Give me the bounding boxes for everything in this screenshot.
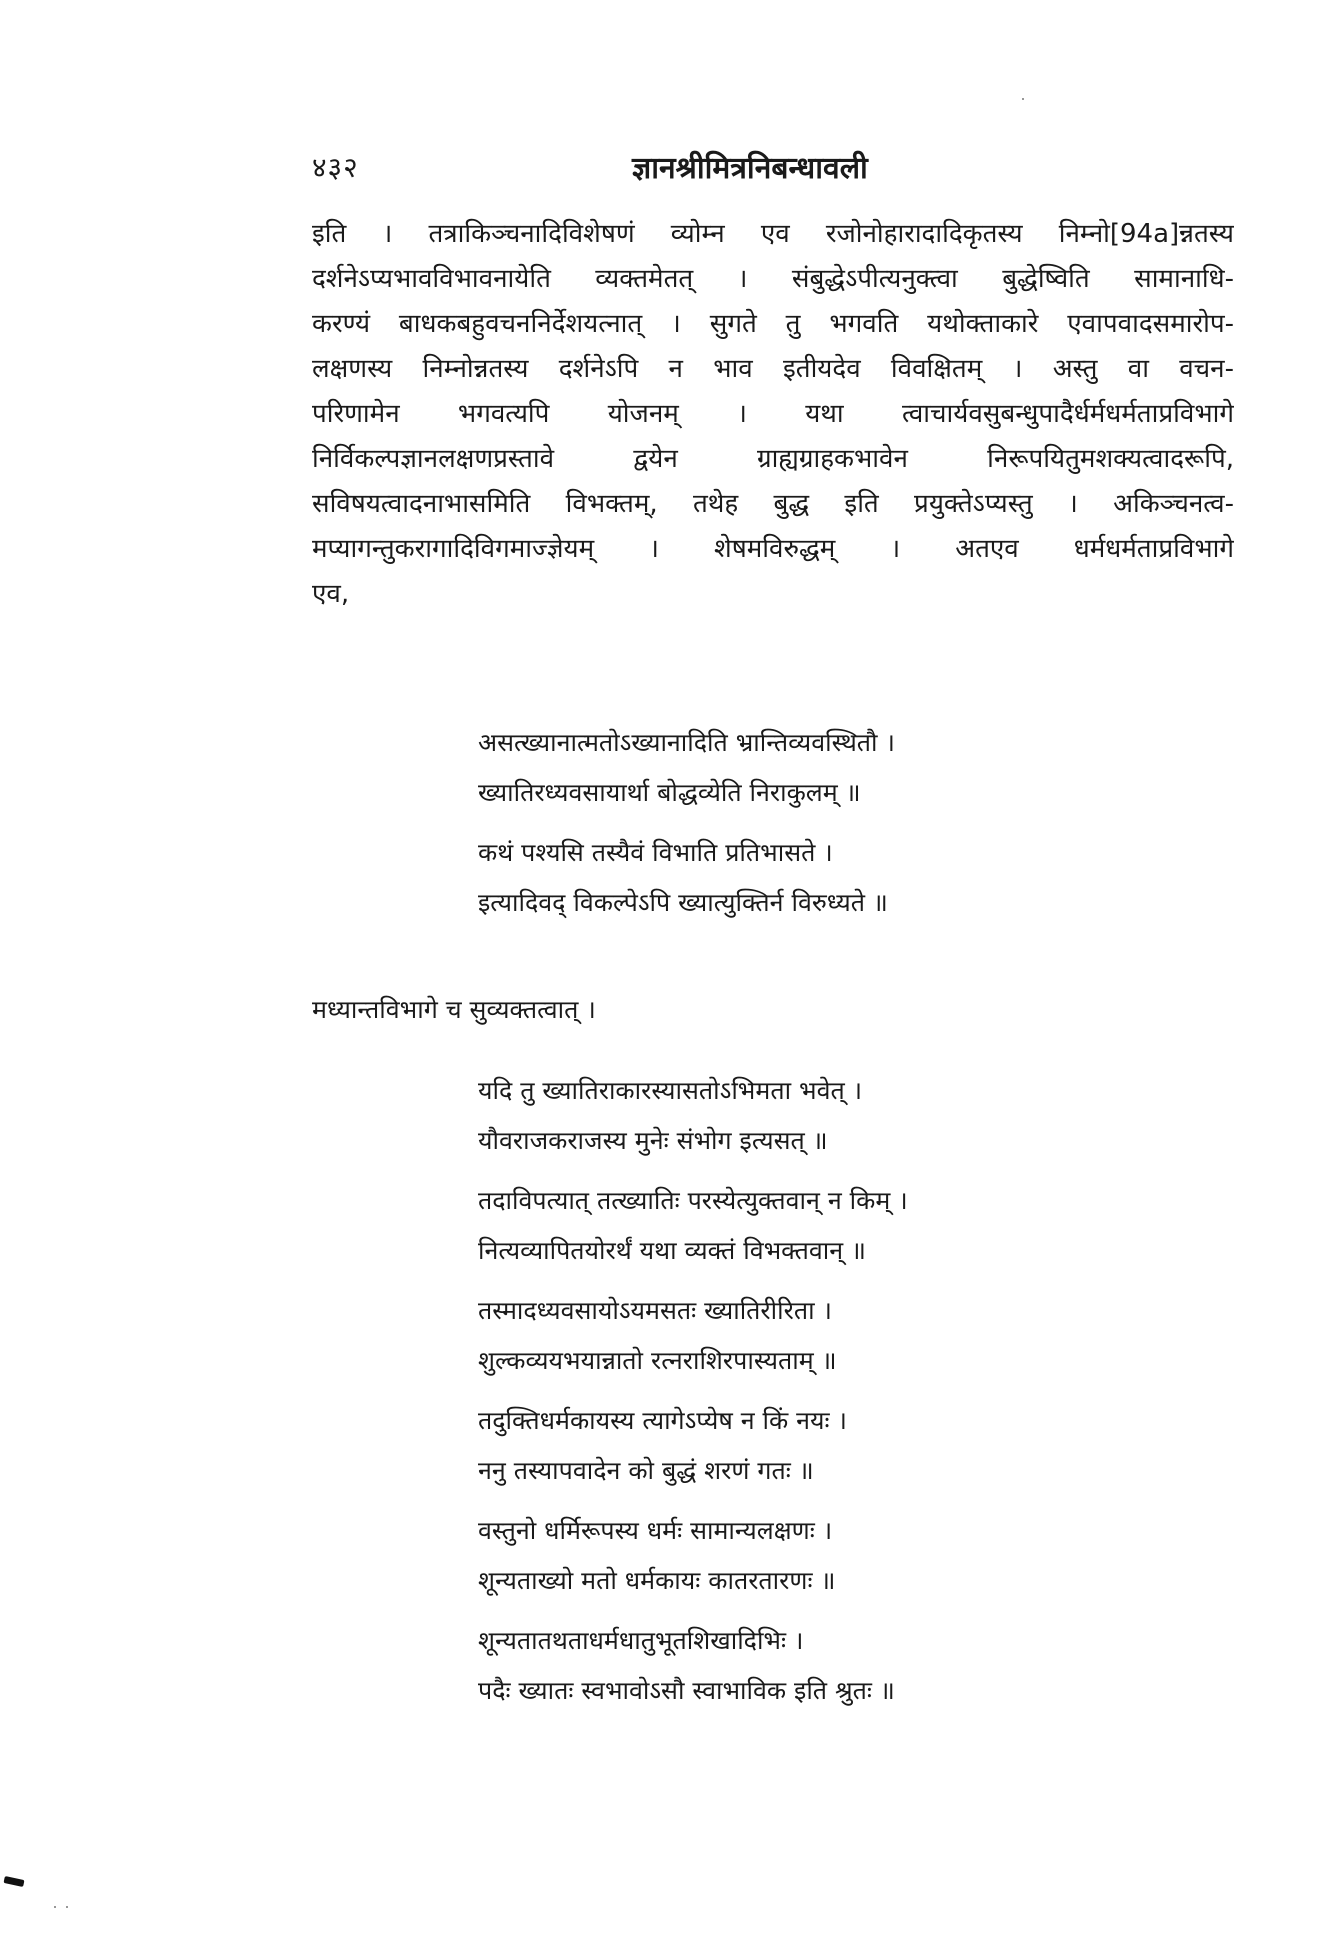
- dust-speck: [66, 1906, 68, 1908]
- prose-line: दर्शनेऽप्यभावविभावनायेति व्यक्तमेतत् । संबुद्धेऽपीत्यनुक्त्वा बुद्धेष्विति सामानाधि-: [312, 264, 1234, 294]
- prose-line: निर्विकल्पज्ञानलक्षणप्रस्तावे द्वयेन ग्राह्यग्राहकभावेन निरूपयितुमशक्यत्वादरूपि,: [312, 444, 1234, 474]
- verse: [478, 1066, 1038, 1166]
- verse-line: असत्ख्यानात्मतोऽख्यानादिति भ्रान्तिव्यवस्थितौ ।: [478, 728, 895, 757]
- verse: [478, 1506, 1038, 1606]
- dust-speck: [54, 1906, 56, 1908]
- dust-speck: [1022, 98, 1024, 100]
- verse-line: तदुक्तिधर्मकायस्य त्यागेऽप्येष न किं नयः ।: [478, 1406, 848, 1435]
- prose-line: सविषयत्वादनाभासमिति विभक्तम्, तथेह बुद्ध इति प्रयुक्तेऽप्यस्तु । अकिञ्चनत्व-: [312, 489, 1234, 519]
- running-title: ज्ञानश्रीमित्रनिबन्धावली: [632, 151, 868, 186]
- prose-line: एव,: [312, 579, 350, 609]
- verse-group-1: [478, 718, 1038, 928]
- verse-line: शुल्कव्ययभयान्नातो रत्नराशिरपास्यताम् ॥: [478, 1346, 837, 1375]
- verse-line: शून्यतातथताधर्मधातुभूतशिखादिभिः ।: [478, 1626, 804, 1655]
- verse-line: यदि तु ख्यातिराकारस्यासतोऽभिमता भवेत् ।: [478, 1076, 863, 1105]
- prose-line: परिणामेन भगवत्यपि योजनम् । यथा त्वाचार्यवसुबन्धुपादैर्धर्मधर्मताप्रविभागे: [312, 399, 1234, 429]
- verse-line: ननु तस्यापवादेन को बुद्धं शरणं गतः ॥: [478, 1456, 814, 1485]
- ink-blot: [3, 1876, 24, 1887]
- prose-line: लक्षणस्य निम्नोन्नतस्य दर्शनेऽपि न भाव इतीयदेव विवक्षितम् । अस्तु वा वचन-: [312, 354, 1234, 384]
- verse: [478, 1176, 1038, 1276]
- verse: [478, 1286, 1038, 1386]
- verse-line: ख्यातिरध्यवसायार्था बोद्धव्येति निराकुलम् ॥: [478, 778, 861, 807]
- prose-line: मप्यागन्तुकरागादिविगमाज्ज्ञेयम् । शेषमविरुद्धम् । अतएव धर्मधर्मताप्रविभागे: [312, 534, 1234, 564]
- prose-line: करण्यं बाधकबहुवचननिर्देशयत्नात् । सुगते तु भगवति यथोक्ताकारे एवापवादसमारोप-: [312, 309, 1234, 339]
- verse-group-2: [478, 1066, 1038, 1716]
- verse: [478, 828, 1038, 928]
- verse-line: यौवराजकराजस्य मुनेः संभोग इत्यसत् ॥: [478, 1126, 828, 1155]
- verse-line: कथं पश्यसि तस्यैवं विभाति प्रतिभासते ।: [478, 838, 833, 867]
- prose-line: इति । तत्राकिञ्चनादिविशेषणं व्योम्न एव रजोनोहारादादिकृतस्य निम्नो[94a]न्नतस्य: [312, 219, 1234, 249]
- prose-paragraph: [312, 212, 1234, 617]
- verse-line: पदैः ख्यातः स्वभावोऽसौ स्वाभाविक इति श्रुतः ॥: [478, 1676, 895, 1705]
- page-header: [312, 148, 1232, 188]
- verse: [478, 718, 1038, 818]
- verse-line: तस्मादध्यवसायोऽयमसतः ख्यातिरीरिता ।: [478, 1296, 832, 1325]
- verse: [478, 1616, 1038, 1716]
- page-number: ४३२: [312, 151, 359, 184]
- verse-line: वस्तुनो धर्मिरूपस्य धर्मः सामान्यलक्षणः ।: [478, 1516, 833, 1545]
- verse-line: तदाविपत्यात् तत्ख्यातिः परस्येत्युक्तवान् न किम् ।: [478, 1186, 908, 1215]
- verse: [478, 1396, 1038, 1496]
- transition-line: मध्यान्तविभागे च सुव्यक्तत्वात् ।: [312, 995, 596, 1024]
- verse-line: इत्यादिवद् विकल्पेऽपि ख्यात्युक्तिर्न विरुध्यते ॥: [478, 888, 888, 917]
- verse-line: शून्यताख्यो मतो धर्मकायः कातरतारणः ॥: [478, 1566, 836, 1595]
- verse-line: नित्यव्यापितयोरर्थं यथा व्यक्तं विभक्तवान् ॥: [478, 1236, 866, 1265]
